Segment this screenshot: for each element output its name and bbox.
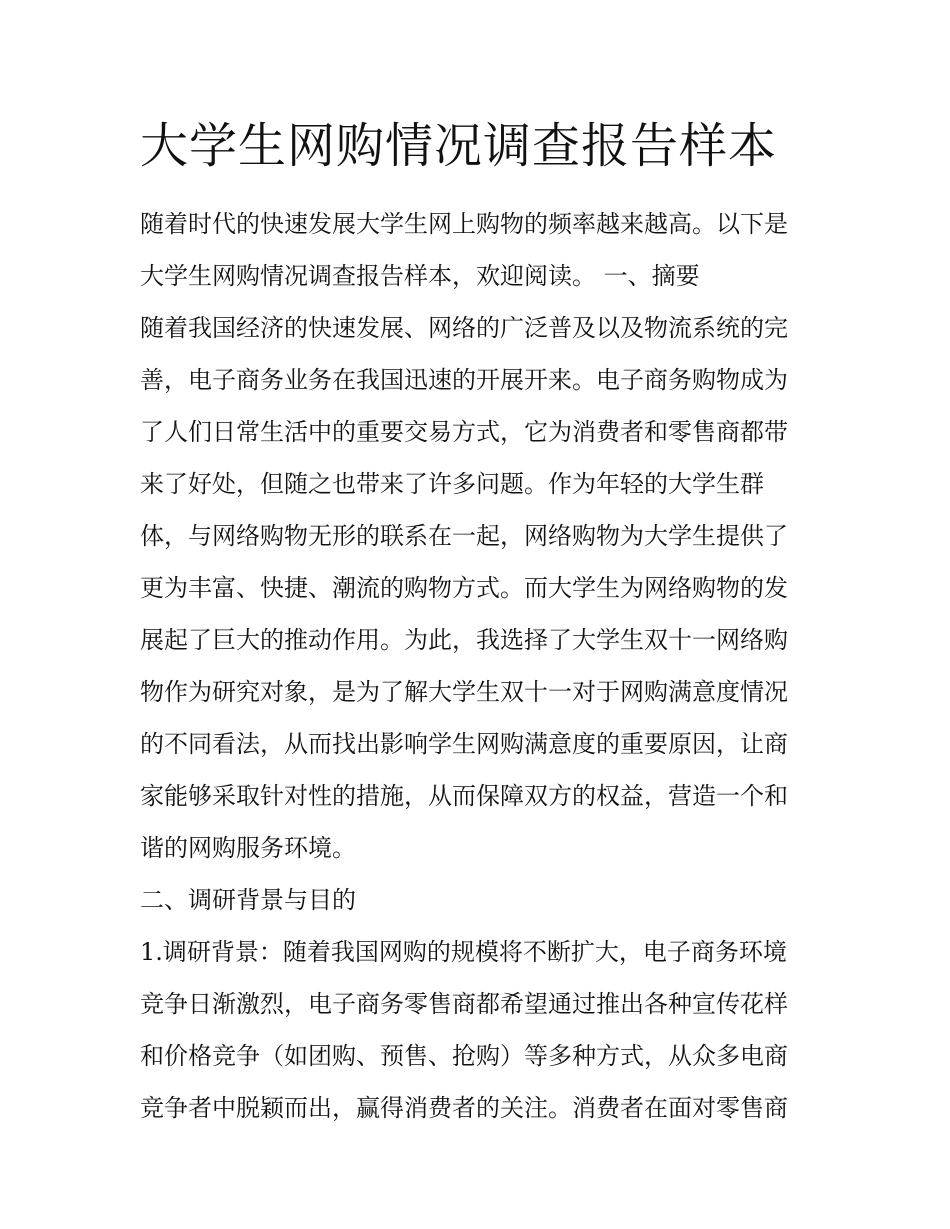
text-line: 竞争日渐激烈，电子商务零售商都希望通过推出各种宣传花样 xyxy=(140,990,788,1018)
text-line: 物作为研究对象，是为了解大学生双十一对于网购满意度情况 xyxy=(140,678,788,706)
text-line: 更为丰富、快捷、潮流的购物方式。而大学生为网络购物的发 xyxy=(140,574,788,602)
text-line: 家能够采取针对性的措施，从而保障双方的权益，营造一个和 xyxy=(140,782,788,810)
text-line: 随着我国经济的快速发展、网络的广泛普及以及物流系统的完 xyxy=(140,314,788,342)
text-line: 了人们日常生活中的重要交易方式，它为消费者和零售商都带 xyxy=(140,418,788,446)
text-line: 谐的网购服务环境。 xyxy=(140,834,356,862)
section-heading: 二、调研背景与目的 xyxy=(140,886,356,914)
text-line: 的不同看法，从而找出影响学生网购满意度的重要原因，让商 xyxy=(140,730,788,758)
text-line: 和价格竞争（如团购、预售、抢购）等多种方式，从众多电商 xyxy=(140,1042,788,1070)
text-line: 大学生网购情况调查报告样本，欢迎阅读。 一、摘要 xyxy=(140,262,700,290)
text-line: 1.调研背景：随着我国网购的规模将不断扩大，电子商务环境 xyxy=(140,938,787,966)
text-line: 随着时代的快速发展大学生网上购物的频率越来越高。以下是 xyxy=(140,210,788,238)
text-line: 竞争者中脱颖而出，赢得消费者的关注。消费者在面对零售商 xyxy=(140,1094,788,1122)
text-line: 展起了巨大的推动作用。为此，我选择了大学生双十一网络购 xyxy=(140,626,788,654)
document-title: 大学生网购情况调查报告样本 xyxy=(140,118,778,174)
document-body xyxy=(140,198,820,1134)
text-line: 来了好处，但随之也带来了许多问题。作为年轻的大学生群 xyxy=(140,470,764,498)
text-line: 体，与网络购物无形的联系在一起，网络购物为大学生提供了 xyxy=(140,522,788,550)
text-line: 善，电子商务业务在我国迅速的开展开来。电子商务购物成为 xyxy=(140,366,788,394)
